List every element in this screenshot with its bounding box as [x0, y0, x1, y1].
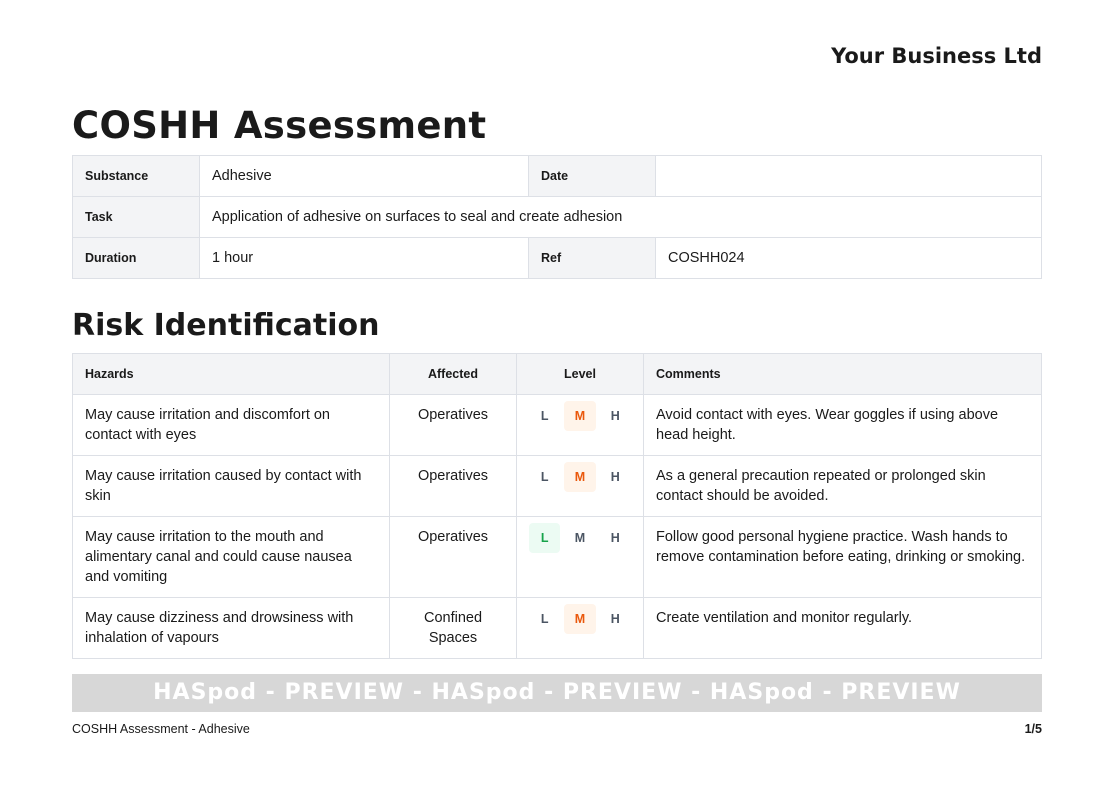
business-name: Your Business Ltd: [831, 44, 1042, 68]
hazard-cell: May cause dizziness and drowsiness with inhalation of vapours: [73, 598, 390, 659]
risk-row: [73, 517, 1042, 598]
preview-watermark: HASpod - PREVIEW - HASpod - PREVIEW - HASpod - PREVIEW: [72, 674, 1042, 712]
page-title: COSHH Assessment: [72, 104, 487, 147]
level-h: H: [610, 531, 620, 545]
page-number: 1/5: [1024, 722, 1042, 736]
info-table: [72, 155, 1042, 279]
level-cell: [517, 517, 644, 598]
level-indicator: [529, 462, 631, 492]
level-l: L: [540, 409, 549, 423]
level-h: H: [610, 409, 620, 423]
level-l: L: [529, 523, 560, 553]
affected-cell: Operatives: [390, 395, 517, 456]
level-m: M: [564, 604, 595, 634]
level-cell: [517, 598, 644, 659]
level-m: M: [564, 401, 595, 431]
risk-table: [72, 353, 1042, 659]
risk-row: [73, 395, 1042, 456]
comments-cell: Avoid contact with eyes. Wear goggles if using above head height.: [644, 395, 1042, 456]
risk-row: [73, 598, 1042, 659]
ref-value: COSHH024: [656, 238, 1042, 279]
comments-cell: Create ventilation and monitor regularly.: [644, 598, 1042, 659]
substance-value: Adhesive: [200, 156, 529, 197]
footer-title: COSHH Assessment - Adhesive: [72, 722, 250, 736]
hazard-cell: May cause irritation to the mouth and alimentary canal and could cause nausea and vomiting: [73, 517, 390, 598]
level-cell: [517, 395, 644, 456]
level-m: M: [564, 462, 595, 492]
header-hazards: Hazards: [73, 354, 390, 395]
level-h: H: [610, 612, 620, 626]
level-l: L: [540, 470, 549, 484]
substance-label: Substance: [73, 156, 200, 197]
level-cell: [517, 456, 644, 517]
affected-cell: Operatives: [390, 456, 517, 517]
level-l: L: [540, 612, 549, 626]
hazard-cell: May cause irritation caused by contact with skin: [73, 456, 390, 517]
header-level: Level: [517, 354, 644, 395]
comments-cell: Follow good personal hygiene practice. Wash hands to remove contamination before eating, drinking or smoking.: [644, 517, 1042, 598]
header-affected: Affected: [390, 354, 517, 395]
level-indicator: [529, 604, 631, 634]
affected-cell: Operatives: [390, 517, 517, 598]
duration-label: Duration: [73, 238, 200, 279]
duration-value: 1 hour: [200, 238, 529, 279]
task-label: Task: [73, 197, 200, 238]
ref-label: Ref: [529, 238, 656, 279]
comments-cell: As a general precaution repeated or prolonged skin contact should be avoided.: [644, 456, 1042, 517]
level-h: H: [610, 470, 620, 484]
level-indicator: [529, 401, 631, 431]
section-title: Risk Identification: [72, 308, 380, 343]
date-label: Date: [529, 156, 656, 197]
header-comments: Comments: [644, 354, 1042, 395]
hazard-cell: May cause irritation and discomfort on contact with eyes: [73, 395, 390, 456]
date-value: [656, 156, 1042, 197]
affected-cell: Confined Spaces: [390, 598, 517, 659]
task-value: Application of adhesive on surfaces to seal and create adhesion: [200, 197, 1042, 238]
risk-row: [73, 456, 1042, 517]
level-m: M: [574, 531, 586, 545]
level-indicator: [529, 523, 631, 553]
